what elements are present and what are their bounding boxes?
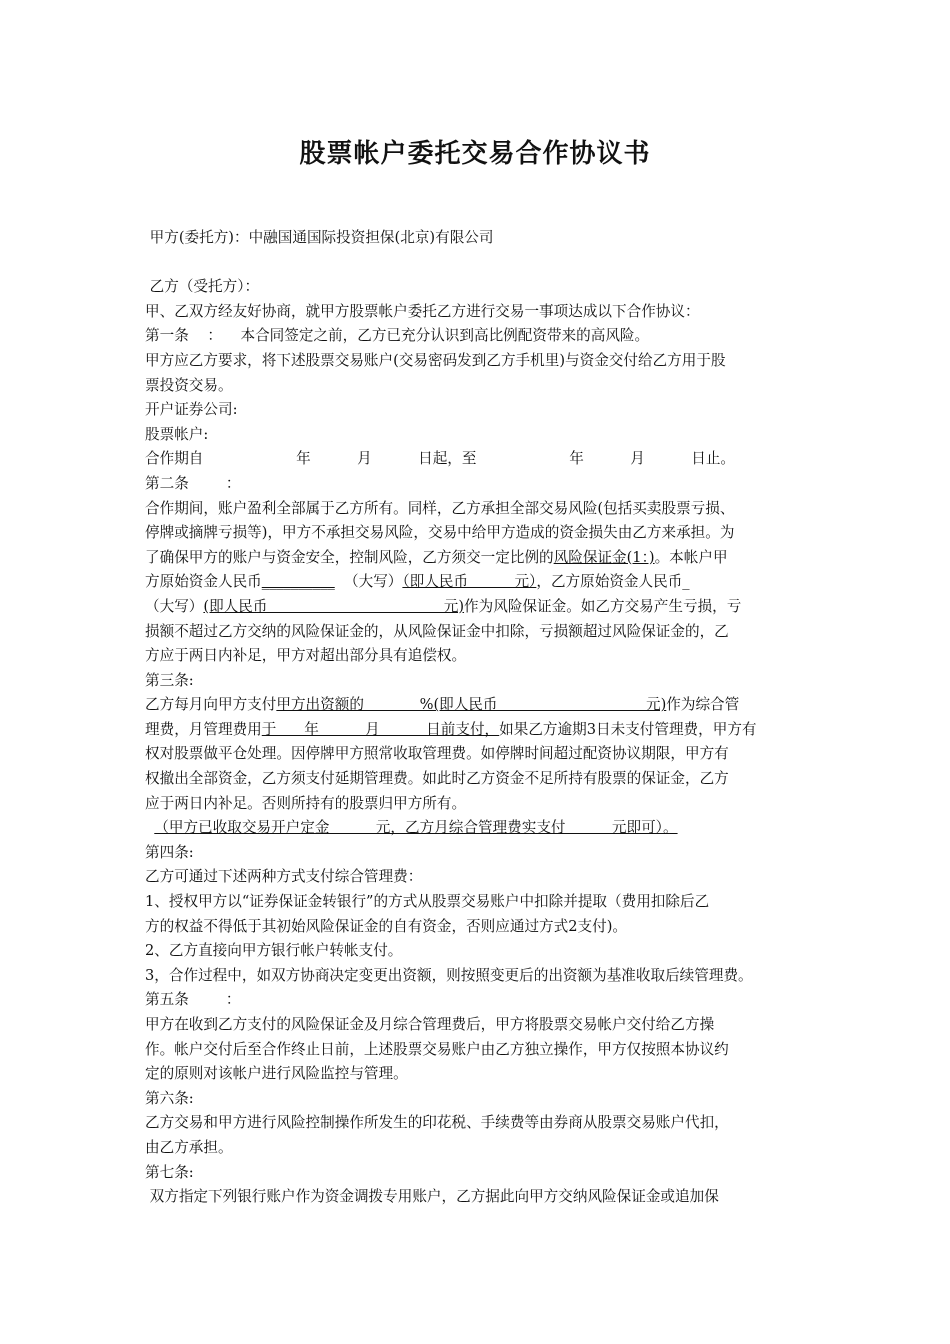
text-line <box>145 939 815 964</box>
underlined-segment: 风险保证金(1：) <box>553 548 655 566</box>
text-segment: ，乙方原始资金人民币_ <box>536 573 690 591</box>
text-line <box>145 1111 815 1136</box>
text-segment: 双方指定下列银行账户作为资金调拨专用账户，乙方据此向甲方交纳风险保证金或追加保 <box>145 1188 719 1206</box>
text-segment: 。本帐户甲 <box>654 548 728 566</box>
text-line <box>145 964 815 989</box>
text-line <box>145 251 815 276</box>
document-title: 股票帐户委托交易合作协议书 <box>299 139 651 169</box>
text-segment: 合作期间，账户盈利全部属于乙方所有。同样，乙方承担全部交易风险(包括买卖股票亏损、 <box>145 499 735 517</box>
text-line <box>145 767 815 792</box>
text-segment: 甲方应乙方要求，将下述股票交易账户(交易密码发到乙方手机里)与资金交付给乙方用于股 <box>145 351 726 369</box>
text-segment: 甲方在收到乙方支付的风险保证金及月综合管理费后，甲方将股票交易帐户交付给乙方操 <box>145 1016 715 1033</box>
text-segment: 应于两日内补足。否则所持有的股票归甲方所有。 <box>145 794 467 812</box>
text-segment: （大写） <box>145 597 204 615</box>
text-segment: 甲、乙双方经友好协商，就甲方股票帐户委托乙方进行交易一事项达成以下合作协议： <box>145 302 700 320</box>
text-segment: 1、授权甲方以“证券保证金转银行”的方式从股票交易账户中扣除并提取（费用扣除后乙 <box>145 893 710 911</box>
text-segment: 作。帐户交付后至合作终止日前，上述股票交易账户由乙方独立操作，甲方仅按照本协议约 <box>145 1040 729 1058</box>
text-segment: 方的权益不得低于其初始风险保证金的自有资金，否则应通过方式2支付)。 <box>145 917 627 935</box>
text-line <box>145 792 815 817</box>
underlined-segment: （即人民币 元） <box>402 573 537 591</box>
text-line <box>145 226 815 251</box>
text-segment: 合作期自 年 月 日起，至 年 月 日止。 <box>145 450 736 468</box>
underlined-segment: 甲方出资额的 %(即人民币 元) <box>276 696 667 714</box>
text-line <box>145 423 815 448</box>
text-segment: 由乙方承担。 <box>145 1138 233 1156</box>
text-line <box>145 816 815 841</box>
text-line <box>145 546 815 571</box>
text-segment: 股票帐户: <box>145 425 209 443</box>
underlined-segment: (即人民币 元) <box>203 597 465 615</box>
text-segment: 第六条: <box>145 1089 194 1107</box>
text-segment: 第四条: <box>145 843 194 861</box>
text-segment: 第一条 ： 本合同签定之前，乙方已充分认识到高比例配资带来的高风险。 <box>145 327 650 345</box>
text-line <box>145 472 815 497</box>
text-segment: 开户证券公司: <box>145 401 238 419</box>
text-line <box>145 1087 815 1112</box>
text-line <box>145 915 815 940</box>
text-segment: 权对股票做平仓处理。因停牌甲方照常收取管理费。如停牌时间超过配资协议期限，甲方有 <box>145 745 729 763</box>
text-line <box>145 521 815 546</box>
text-segment: 3，合作过程中，如双方协商决定变更出资额，则按照变更后的出资额为基准收取后续管理费。 <box>145 966 753 984</box>
text-segment: 2、乙方直接向甲方银行帐户转帐支付。 <box>145 942 403 960</box>
text-segment: 第五条 ： <box>145 991 241 1009</box>
text-segment: 定的原则对该帐户进行风险监控与管理。 <box>145 1065 408 1083</box>
underlined-segment: （甲方已收取交易开户定金 元，乙方月综合管理费实支付 元即可）。 <box>154 819 678 837</box>
text-segment <box>145 819 154 836</box>
text-line <box>145 865 815 890</box>
text-line <box>145 349 815 374</box>
text-segment: 作为综合管 <box>666 696 740 714</box>
text-line <box>145 693 815 718</box>
text-segment: 乙方交易和甲方进行风险控制操作所发生的印花税、手续费等由券商从股票交易账户代扣， <box>145 1114 729 1132</box>
text-line <box>145 275 815 300</box>
text-segment: 第七条: <box>145 1163 194 1181</box>
text-segment: 理费，月管理费用 <box>145 720 262 738</box>
underlined-segment: __________ <box>261 573 335 591</box>
text-line <box>145 595 815 620</box>
text-segment: 权撤出全部资金，乙方须支付延期管理费。如此时乙方资金不足所持有股票的保证金，乙方 <box>145 770 729 788</box>
text-line <box>145 1038 815 1063</box>
text-segment: 方应于两日内补足，甲方对超出部分具有追偿权。 <box>145 647 467 665</box>
text-line <box>145 1013 815 1038</box>
text-line <box>145 1185 815 1210</box>
text-line <box>145 324 815 349</box>
text-segment: 停牌或摘牌亏损等)，甲方不承担交易风险，交易中给甲方造成的资金损失由乙方来承担。为 <box>145 524 735 542</box>
text-segment: 第二条 ： <box>145 474 241 492</box>
text-line <box>145 1161 815 1186</box>
text-line <box>145 300 815 325</box>
text-segment: 乙方（受托方）： <box>145 278 260 296</box>
text-line <box>145 841 815 866</box>
underlined-segment: 于 年 月 日前支付， <box>261 720 500 738</box>
text-segment: 方原始资金人民币 <box>145 573 262 591</box>
text-line <box>145 669 815 694</box>
text-line <box>145 1136 815 1161</box>
text-segment: 乙方每月向甲方支付 <box>145 696 277 714</box>
text-segment: 甲方(委托方)：中融国通国际投资担保(北京)有限公司 <box>145 229 494 246</box>
text-segment: 如果乙方逾期3日未支付管理费，甲方有 <box>499 720 757 738</box>
text-line <box>145 497 815 522</box>
text-line <box>145 398 815 423</box>
text-segment: 乙方可通过下述两种方式支付综合管理费： <box>145 868 423 886</box>
text-line <box>145 570 815 595</box>
text-line <box>145 890 815 915</box>
text-line <box>145 620 815 645</box>
text-segment: 作为风险保证金。如乙方交易产生亏损，亏 <box>464 597 742 615</box>
text-segment: 第三条: <box>145 671 194 689</box>
document-body <box>145 226 815 1210</box>
text-segment: 了确保甲方的账户与资金安全，控制风险，乙方须交一定比例的 <box>145 548 554 566</box>
text-segment: （大写） <box>334 573 403 591</box>
text-line <box>145 447 815 472</box>
text-line <box>145 988 815 1013</box>
text-segment: 损额不超过乙方交纳的风险保证金的，从风险保证金中扣除，亏损额超过风险保证金的，乙 <box>145 622 729 640</box>
text-line <box>145 718 815 743</box>
text-line <box>145 742 815 767</box>
text-segment: 票投资交易。 <box>145 376 233 394</box>
text-line <box>145 1062 815 1087</box>
text-line <box>145 374 815 399</box>
text-line <box>145 644 815 669</box>
